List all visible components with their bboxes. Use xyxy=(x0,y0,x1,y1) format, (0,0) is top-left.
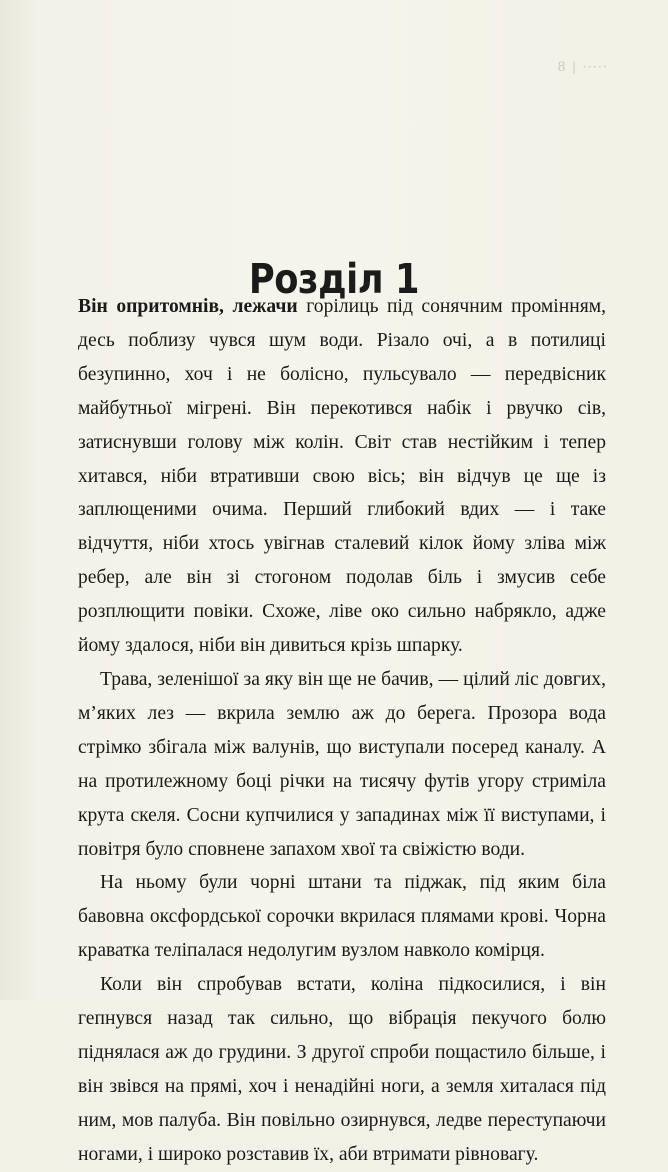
paragraph-text: горілиць під сонячним промінням, десь поблизу чувся шум води. Різало очі, а в потилиці безупинно, хоч і не болісно, пульсувало — передвісник майбутньої мігрені. Він перекотився набік і рвучко сів, затиснувши голову між колін. Світ став нестійким і тепер хитався, ніби втративши свою вісь; він відчув це ще із заплющеними очима. Перший глибокий вдих — і таке відчуття, ніби хтось увігнав сталевий кілок йому зліва між ребер, але він зі стогоном подолав біль і змусив себе розплющити повіки. Схоже, ліве око сильно набрякло, адже йому здалося, ніби він дивиться крізь шпарку. xyxy=(78,296,606,657)
chapter-title: Розділ 1 xyxy=(248,255,420,304)
paragraph-2: Трава, зеленішої за яку він ще не бачив, — цілий ліс довгих, м’яких лез — вкрила землю аж до берега. Прозора вода стрімко збігала між валунів, що виступали посеред каналу. А на протилежному боці річки на тисячу футів угору стриміла крута скеля. Сосни купчилися у западинах між її виступами, і повітря було сповнене запахом хвої та свіжістю води. xyxy=(78,668,606,860)
chapter-body xyxy=(78,290,606,1172)
bleed-through-header: 8 | ····· xyxy=(557,60,608,75)
paragraph-1 xyxy=(78,290,606,663)
paragraph-3: На ньому були чорні штани та піджак, під яким біла бавовна оксфордської сорочки вкрилася плямами крові. Чорна краватка теліпалася недолугим вузлом навколо комірця. xyxy=(78,872,606,962)
paragraph-lead: Він опритомнів, лежачи xyxy=(78,296,298,317)
paragraph-4: Коли він спробував встати, коліна підкосилися, і він гепнувся назад так сильно, що вібрація пекучого болю піднялася аж до грудини. З другої спроби пощастило більше, і він звівся на прямі, хоч і ненадійні ноги, а земля хиталася під ним, мов палуба. Він повільно озирнувся, ледве переступаючи ногами, і широко розставив їх, аби втримати рівновагу. xyxy=(78,974,606,1165)
